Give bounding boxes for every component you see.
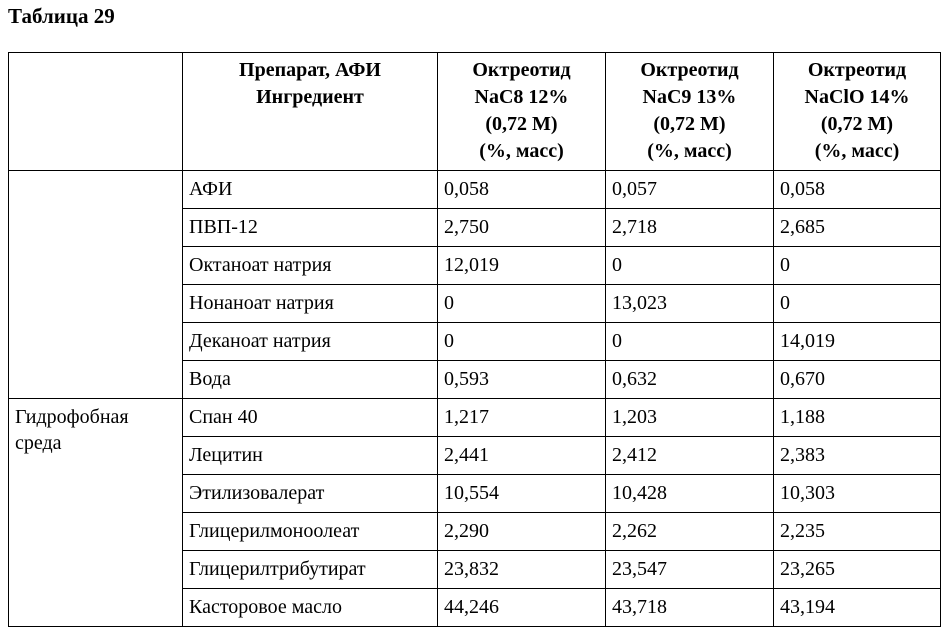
header-cell-empty [9, 53, 183, 171]
value-cell: 0,632 [606, 361, 774, 399]
ingredient-cell: Лецитин [183, 437, 438, 475]
ingredient-cell: Касторовое масло [183, 589, 438, 627]
ingredient-cell: Спан 40 [183, 399, 438, 437]
value-cell: 0,593 [438, 361, 606, 399]
ingredient-cell: Глицерилтрибутират [183, 551, 438, 589]
ingredient-cell: Глицерилмоноолеат [183, 513, 438, 551]
value-cell: 0,057 [606, 171, 774, 209]
value-cell: 10,554 [438, 475, 606, 513]
value-cell: 1,203 [606, 399, 774, 437]
value-cell: 10,303 [774, 475, 941, 513]
value-cell: 10,428 [606, 475, 774, 513]
value-cell: 2,235 [774, 513, 941, 551]
header-nac8: Октреотид NaC8 12% (0,72 М) (%, масс) [438, 53, 606, 171]
value-cell: 0,058 [438, 171, 606, 209]
header-nac10: Октреотид NaClO 14% (0,72 М) (%, масс) [774, 53, 941, 171]
value-cell: 0 [438, 285, 606, 323]
value-cell: 13,023 [606, 285, 774, 323]
value-cell: 2,383 [774, 437, 941, 475]
value-cell: 0 [606, 247, 774, 285]
ingredient-cell: Октаноат натрия [183, 247, 438, 285]
ingredient-cell: Нонаноат натрия [183, 285, 438, 323]
value-cell: 0 [606, 323, 774, 361]
value-cell: 23,547 [606, 551, 774, 589]
ingredient-cell: Этилизовалерат [183, 475, 438, 513]
value-cell: 2,412 [606, 437, 774, 475]
ingredient-cell: АФИ [183, 171, 438, 209]
value-cell: 2,718 [606, 209, 774, 247]
value-cell: 44,246 [438, 589, 606, 627]
group-cell [9, 171, 183, 399]
value-cell: 1,217 [438, 399, 606, 437]
value-cell: 2,685 [774, 209, 941, 247]
value-cell: 0 [774, 247, 941, 285]
value-cell: 12,019 [438, 247, 606, 285]
data-table [8, 52, 941, 627]
value-cell: 23,832 [438, 551, 606, 589]
value-cell: 1,188 [774, 399, 941, 437]
value-cell: 2,290 [438, 513, 606, 551]
ingredient-cell: Вода [183, 361, 438, 399]
table-title: Таблица 29 [8, 4, 115, 29]
value-cell: 43,194 [774, 589, 941, 627]
header-row [9, 53, 941, 171]
header-nac9: Октреотид NaC9 13% (0,72 М) (%, масс) [606, 53, 774, 171]
group-cell: Гидрофобная среда [9, 399, 183, 627]
value-cell: 14,019 [774, 323, 941, 361]
value-cell: 2,750 [438, 209, 606, 247]
value-cell: 2,441 [438, 437, 606, 475]
value-cell: 43,718 [606, 589, 774, 627]
value-cell: 0 [438, 323, 606, 361]
table-row [9, 171, 941, 209]
ingredient-cell: Деканоат натрия [183, 323, 438, 361]
value-cell: 0 [774, 285, 941, 323]
value-cell: 23,265 [774, 551, 941, 589]
ingredient-cell: ПВП-12 [183, 209, 438, 247]
table-row [9, 399, 941, 437]
value-cell: 2,262 [606, 513, 774, 551]
header-ingredient: Препарат, АФИ Ингредиент [183, 53, 438, 171]
value-cell: 0,058 [774, 171, 941, 209]
value-cell: 0,670 [774, 361, 941, 399]
